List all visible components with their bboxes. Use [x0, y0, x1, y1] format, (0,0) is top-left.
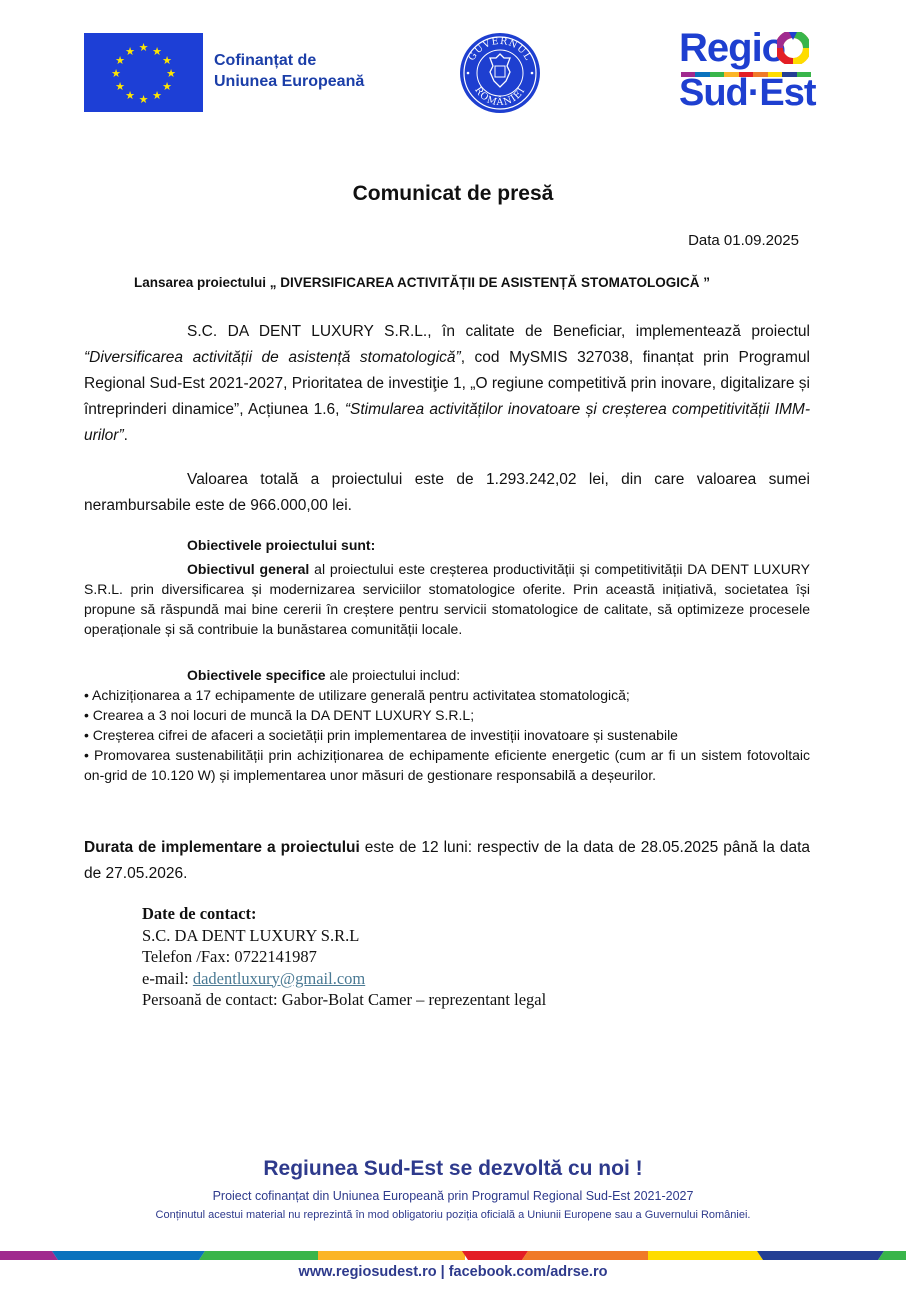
- specific-objectives-list: [84, 685, 810, 785]
- footer-web-links[interactable]: www.regiosudest.ro | facebook.com/adrse.ro: [298, 1264, 608, 1280]
- svg-text:★: ★: [152, 89, 162, 102]
- project-name-italic: “Diversificarea activității de asistență stomatologică”: [84, 349, 461, 366]
- list-item: • Promovarea sustenabilității prin achiziționarea de echipamente eficiente energetic (cum ar fi un sistem fotovoltaic on-grid de 10.120 W) și implementarea unor măsuri de gestionare responsabilă a deșeurilor.: [84, 747, 810, 783]
- svg-text:★: ★: [162, 54, 172, 67]
- contact-company: S.C. DA DENT LUXURY S.R.L: [142, 925, 360, 945]
- general-objective-text: al proiectului este creșterea productivității și competitivității DA DENT LUXURY S.R.L. prin diversificarea și modernizarea serviciilor stomatologice oferite. Prin această inițiativă, societatea își propune să răspundă mai bine cererii în creștere pentru servicii stomatologice de calitate, să optimizeze procesele operaționale și să contribuie la bunăstarea comunității locale.: [84, 561, 811, 637]
- svg-text:★: ★: [138, 41, 149, 54]
- regio-logo-line2: Sud·Est: [679, 72, 816, 114]
- svg-text:★: ★: [138, 93, 149, 106]
- svg-text:★: ★: [125, 45, 135, 58]
- duration-paragraph: [84, 835, 810, 887]
- svg-text:★: ★: [115, 54, 125, 67]
- intro-paragraph: [84, 319, 810, 449]
- general-objective-paragraph: [84, 559, 810, 639]
- eu-flag-logo: [84, 33, 203, 112]
- action-name-italic: “Stimularea activităților inovatoare și creșterea competitivității IMM-urilor”: [84, 401, 811, 444]
- email-label: e-mail:: [142, 968, 193, 988]
- page-title: Comunicat de presă: [352, 182, 554, 205]
- general-objective-label: Obiectivul general: [187, 561, 310, 577]
- specific-objectives-heading: [84, 665, 810, 685]
- color-stripe-graphic: [0, 1251, 906, 1260]
- eu-cofinance-text: [214, 50, 364, 92]
- project-value-paragraph: Valoarea totală a proiectului este de 1.293.242,02 lei, din care valoarea sumei nerambursabile este de 966.000,00 lei.: [84, 471, 810, 514]
- svg-text:★: ★: [125, 89, 135, 102]
- svg-text:★: ★: [111, 67, 121, 80]
- footer-funding-note: Proiect cofinanțat din Uniunea Europeană prin Programul Regional Sud-Est 2021-2027: [212, 1189, 694, 1203]
- coat-of-arms-icon: [459, 32, 541, 114]
- regio-logo-line1: Regio: [679, 26, 786, 70]
- svg-text:★: ★: [162, 80, 172, 93]
- eu-stars-icon: [84, 33, 203, 112]
- eu-text-line1: Cofinanțat de: [214, 52, 317, 69]
- contact-person: Persoană de contact: Gabor-Bolat Camer – reprezentant legal: [142, 990, 547, 1009]
- svg-text:GUVERNUL: GUVERNUL: [466, 35, 534, 63]
- intro-text-2: , cod MySMIS 327038, finanțat prin Programul Regional Sud-Est 2021-2027, Prioritatea de investiţie 1, „O regiune competitivă prin inovare, digitalizare și întreprinderi dinamice”, Acțiunea 1.6,: [84, 349, 810, 418]
- footer-slogan: Regiunea Sud-Est se dezvoltă cu noi !: [263, 1157, 643, 1180]
- intro-text-3: .: [123, 427, 128, 444]
- intro-text-1: S.C. DA DENT LUXURY S.R.L., în calitate de Beneficiar, implementează proiectul: [187, 323, 810, 340]
- svg-text:★: ★: [115, 80, 125, 93]
- eu-text-line2: Uniunea Europeană: [214, 73, 365, 90]
- contact-phone: Telefon /Fax: 0722141987: [142, 947, 317, 966]
- footer-disclaimer: Conținutul acestui material nu reprezintă în mod obligatoriu poziția oficială a Uniunii Europene sau a Guvernului României.: [155, 1209, 751, 1221]
- svg-text:ROMÂNIEI: ROMÂNIEI: [472, 84, 528, 109]
- footer-color-stripe: [0, 1247, 906, 1256]
- contact-heading: Date de contact:: [142, 904, 257, 923]
- duration-text: este de 12 luni: respectiv de la data de 28.05.2025 până la data de 27.05.2026.: [84, 839, 810, 882]
- list-item: • Creșterea cifrei de afaceri a societății prin implementarea de investiții inovatoare și sustenabile: [84, 727, 678, 743]
- contact-block: [142, 903, 546, 1011]
- document-date: Data 01.09.2025: [688, 232, 799, 249]
- regio-sud-est-logo: [679, 26, 816, 114]
- email-link[interactable]: dadentluxury@gmail.com: [192, 968, 366, 988]
- list-item: • Crearea a 3 noi locuri de muncă la DA DENT LUXURY S.R.L;: [84, 707, 475, 723]
- objectives-heading: Obiectivele proiectului sunt:: [187, 537, 376, 553]
- project-launch-heading: Lansarea proiectului „ DIVERSIFICAREA ACTIVITĂȚII DE ASISTENȚĂ STOMATOLOGICĂ ”: [134, 275, 711, 290]
- contact-email-row: [142, 968, 546, 990]
- svg-text:★: ★: [152, 45, 162, 58]
- list-item: • Achiziționarea a 17 echipamente de utilizare generală pentru activitatea stomatologică;: [84, 687, 630, 703]
- specific-objectives-text: ale proiectului includ:: [325, 667, 461, 683]
- color-wheel-icon: [777, 32, 809, 64]
- romanian-government-seal: [459, 32, 541, 114]
- duration-label: Durata de implementare a proiectului: [84, 839, 360, 856]
- svg-text:★: ★: [166, 67, 176, 80]
- specific-objectives-label: Obiectivele specifice: [187, 667, 326, 683]
